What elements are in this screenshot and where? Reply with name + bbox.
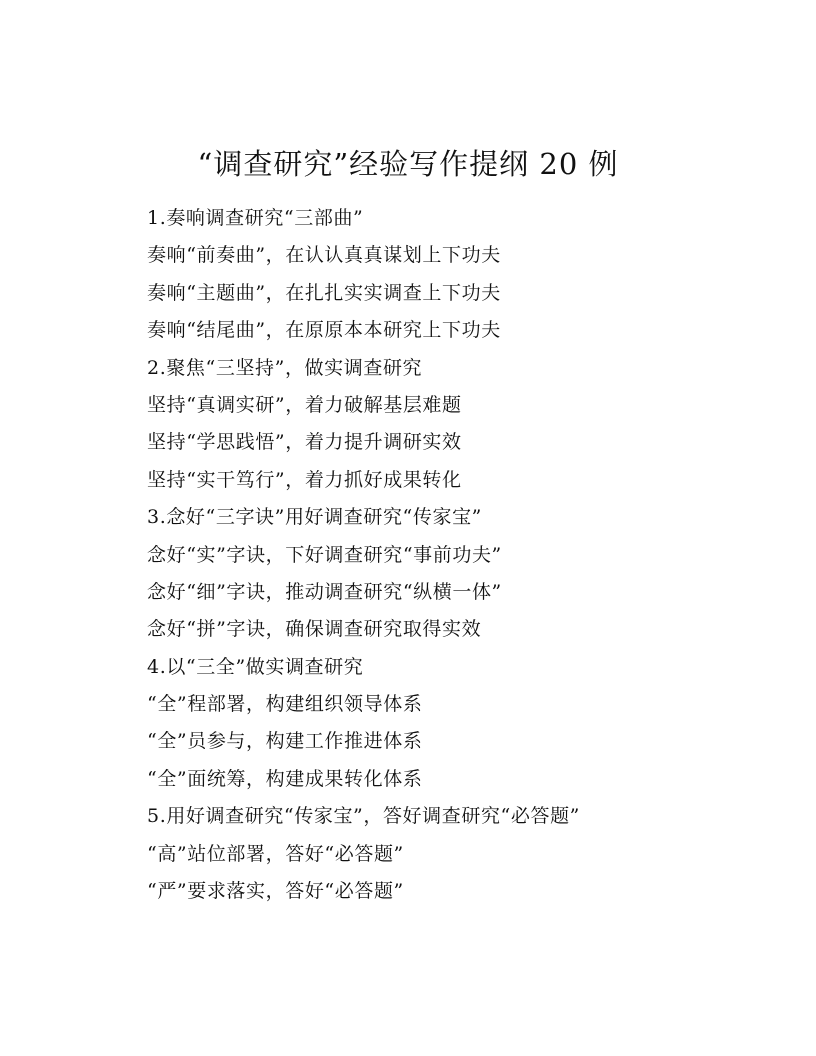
- outline-item: 奏响“前奏曲”，在认认真真谋划上下功夫: [147, 244, 501, 267]
- outline-item: “全”员参与，构建工作推进体系: [147, 730, 423, 753]
- outline-item: “高”站位部署，答好“必答题”: [147, 842, 404, 865]
- outline-item: 坚持“真调实研”，着力破解基层难题: [147, 393, 462, 416]
- outline-item: “全”程部署，构建组织领导体系: [147, 693, 423, 716]
- outline-item: 念好“细”字诀，推动调查研究“纵横一体”: [147, 580, 502, 603]
- section-heading: 5.用好调查研究“传家宝”，答好调查研究“必答题”: [147, 805, 580, 828]
- outline-item: 奏响“结尾曲”，在原原本本研究上下功夫: [147, 319, 501, 342]
- outline-item: 坚持“学思践悟”，着力提升调研实效: [147, 431, 462, 454]
- outline-item: 念好“实”字诀，下好调查研究“事前功夫”: [147, 543, 502, 566]
- document-title: “调查研究”经验写作提纲 20 例: [197, 147, 619, 181]
- outline-item: 奏响“主题曲”，在扎扎实实调查上下功夫: [147, 281, 501, 304]
- document-body: [147, 200, 787, 910]
- section-heading: 1.奏响调查研究“三部曲”: [147, 207, 364, 229]
- outline-item: 念好“拼”字诀，确保调查研究取得实效: [147, 618, 482, 641]
- outline-item: “严”要求落实，答好“必答题”: [147, 880, 404, 903]
- section-heading: 2.聚焦“三坚持”，做实调查研究: [147, 356, 423, 379]
- outline-item: 坚持“实干笃行”，着力抓好成果转化: [147, 468, 462, 491]
- outline-item: “全”面统筹，构建成果转化体系: [147, 767, 423, 790]
- section-heading: 4.以“三全”做实调查研究: [147, 655, 364, 678]
- section-heading: 3.念好“三字诀”用好调查研究“传家宝”: [147, 506, 482, 529]
